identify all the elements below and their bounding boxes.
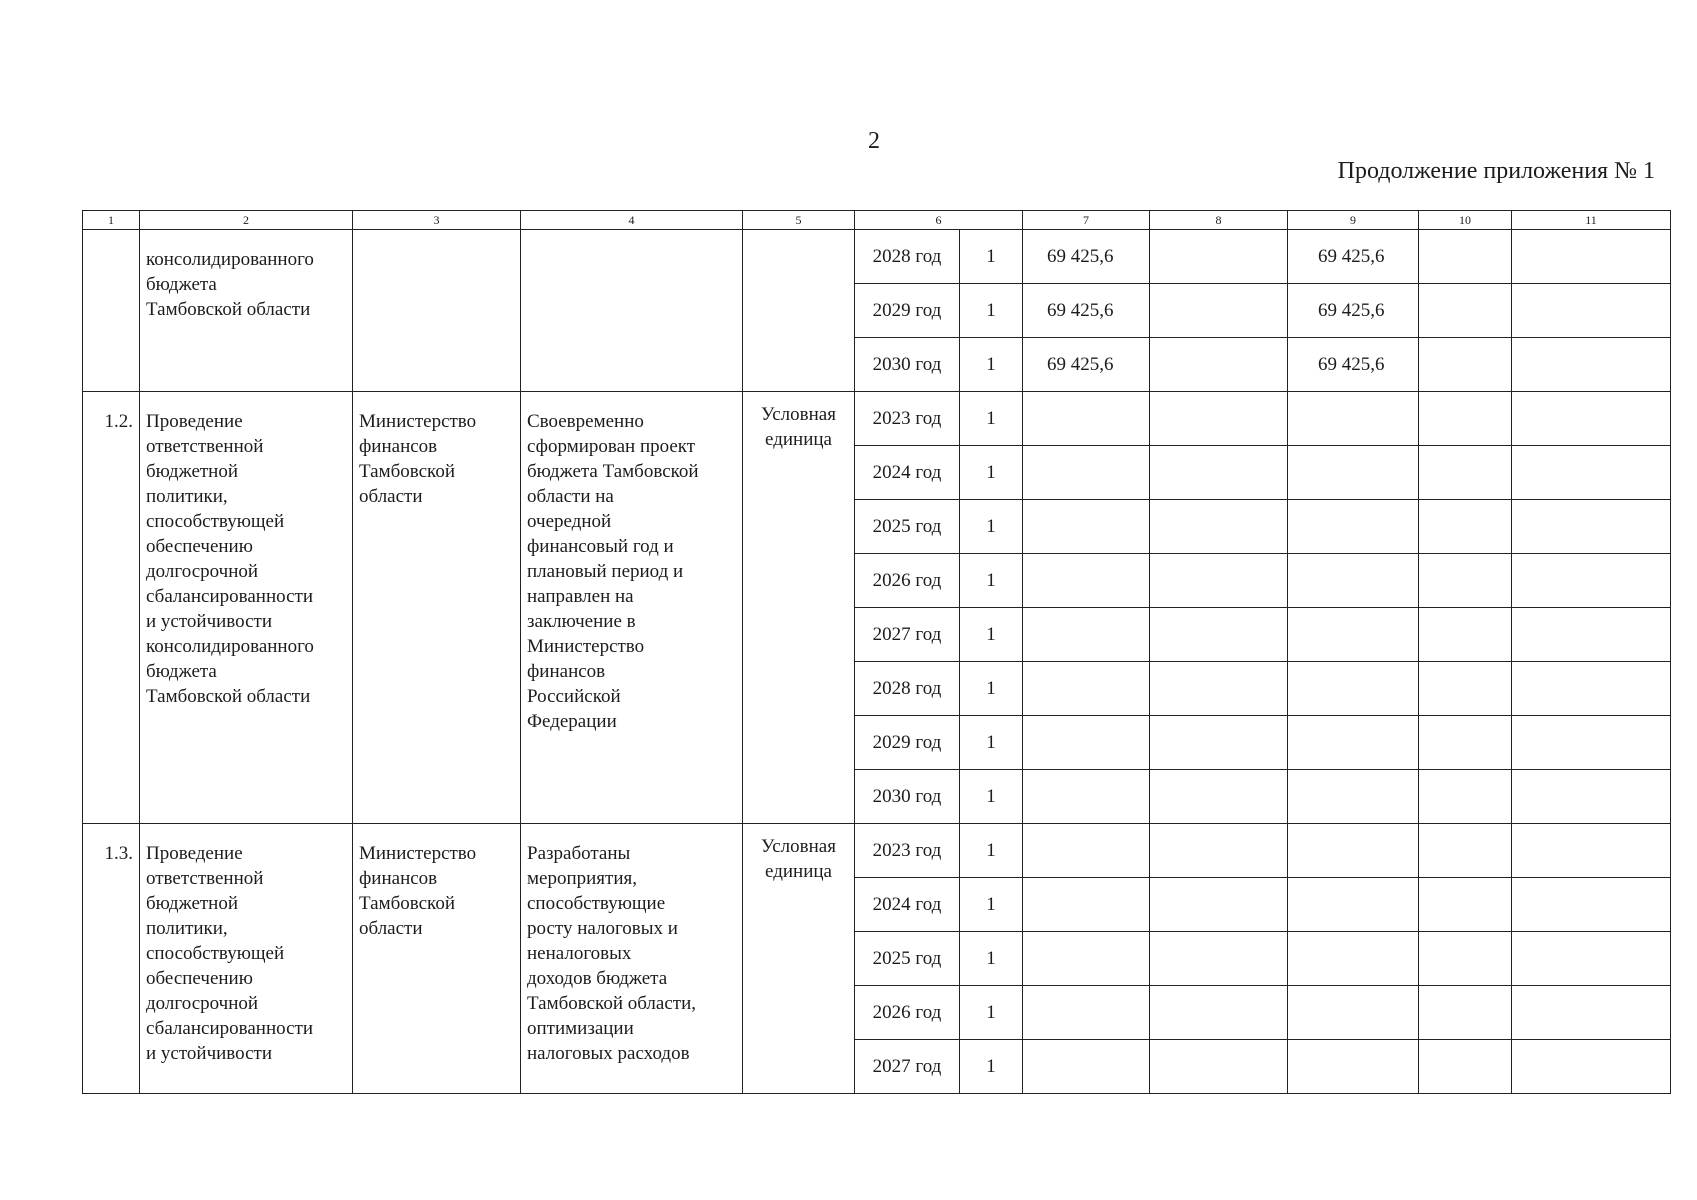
result-line: Министерство: [527, 636, 645, 657]
amount-col10: [1419, 554, 1512, 608]
amount-col7: 69 425,6: [1023, 230, 1150, 284]
amount-col11: [1512, 446, 1671, 500]
amount-col7: [1023, 932, 1150, 986]
measure-name-line: консолидированного: [146, 249, 314, 270]
measure-name-line: бюджетной: [146, 893, 239, 914]
amount-col7: [1023, 770, 1150, 824]
measure-name-line: сбалансированности: [146, 1018, 313, 1039]
amount-col7: 69 425,6: [1023, 284, 1150, 338]
year-cell: 2030 год: [855, 770, 960, 824]
unit-line: Условная: [761, 836, 836, 857]
unit-value-cell: 1: [960, 986, 1023, 1040]
result-line: бюджета Тамбовской: [527, 461, 699, 482]
table-row: [83, 392, 1671, 446]
unit-of-measure: [743, 230, 855, 392]
amount-col11: [1512, 932, 1671, 986]
amount-col8: [1150, 986, 1288, 1040]
amount-col9: [1288, 932, 1419, 986]
amount-col8: [1150, 284, 1288, 338]
amount-col8: [1150, 500, 1288, 554]
unit-line: Условная: [761, 404, 836, 425]
result-line: неналоговых: [527, 943, 632, 964]
measure-name: [140, 392, 353, 824]
column-number: 9: [1288, 211, 1419, 230]
row-number: [83, 230, 140, 392]
amount-col10: [1419, 230, 1512, 284]
unit-value-cell: 1: [960, 824, 1023, 878]
amount-col7: [1023, 608, 1150, 662]
result-line: очередной: [527, 511, 612, 532]
amount-col10: [1419, 446, 1512, 500]
measure-name-line: долгосрочной: [146, 561, 259, 582]
amount-col11: [1512, 824, 1671, 878]
measure-name-line: долгосрочной: [146, 993, 259, 1014]
amount-col8: [1150, 770, 1288, 824]
measure-name-line: ответственной: [146, 436, 264, 457]
result-line: росту налоговых и: [527, 918, 678, 939]
executor-line: области: [359, 486, 423, 507]
unit-value-cell: 1: [960, 392, 1023, 446]
amount-col10: [1419, 338, 1512, 392]
unit-value-cell: 1: [960, 932, 1023, 986]
column-number: 2: [140, 211, 353, 230]
measure-name: [140, 230, 353, 392]
amount-col10: [1419, 284, 1512, 338]
result-line: заключение в: [527, 611, 636, 632]
amount-col10: [1419, 770, 1512, 824]
column-number: 1: [83, 211, 140, 230]
amount-col7: [1023, 662, 1150, 716]
year-cell: 2028 год: [855, 662, 960, 716]
measure-name-line: политики,: [146, 486, 228, 507]
amount-col9: [1288, 392, 1419, 446]
result-line: финансов: [527, 661, 606, 682]
amount-col7: [1023, 446, 1150, 500]
amount-col11: [1512, 338, 1671, 392]
amount-col10: [1419, 662, 1512, 716]
measure-name-line: Тамбовской области: [146, 686, 311, 707]
amount-col11: [1512, 1040, 1671, 1094]
amount-col10: [1419, 392, 1512, 446]
unit-value-cell: 1: [960, 1040, 1023, 1094]
measure-name-line: бюджета: [146, 661, 217, 682]
amount-col8: [1150, 662, 1288, 716]
amount-col8: [1150, 230, 1288, 284]
table-row: [83, 824, 1671, 878]
amount-col11: [1512, 770, 1671, 824]
amount-col8: [1150, 338, 1288, 392]
page-number: 2: [868, 128, 880, 154]
measure-name-line: Проведение: [146, 843, 243, 864]
measure-name-line: и устойчивости: [146, 611, 273, 632]
continuation-heading: Продолжение приложения № 1: [1337, 158, 1655, 184]
expected-result: [521, 230, 743, 392]
amount-col9: [1288, 716, 1419, 770]
expected-result: [521, 824, 743, 1094]
responsible-executor: [353, 824, 521, 1094]
amount-col7: 69 425,6: [1023, 338, 1150, 392]
amount-col8: [1150, 824, 1288, 878]
amount-col9: [1288, 824, 1419, 878]
year-cell: 2027 год: [855, 1040, 960, 1094]
amount-col10: [1419, 716, 1512, 770]
measure-name-line: способствующей: [146, 943, 285, 964]
amount-col11: [1512, 986, 1671, 1040]
result-line: сформирован проект: [527, 436, 696, 457]
amount-col8: [1150, 878, 1288, 932]
amount-col9: 69 425,6: [1288, 284, 1419, 338]
amount-col10: [1419, 1040, 1512, 1094]
amount-col10: [1419, 608, 1512, 662]
result-line: плановый период и: [527, 561, 684, 582]
unit-value-cell: 1: [960, 554, 1023, 608]
amount-col9: 69 425,6: [1288, 338, 1419, 392]
year-cell: 2026 год: [855, 554, 960, 608]
measure-name-line: обеспечению: [146, 536, 253, 557]
unit-value-cell: 1: [960, 500, 1023, 554]
executor-line: Тамбовской: [359, 461, 455, 482]
amount-col8: [1150, 446, 1288, 500]
amount-col9: [1288, 878, 1419, 932]
result-line: Своевременно: [527, 411, 644, 432]
amount-col10: [1419, 986, 1512, 1040]
amount-col7: [1023, 824, 1150, 878]
amount-col10: [1419, 824, 1512, 878]
responsible-executor: [353, 392, 521, 824]
year-cell: 2023 год: [855, 824, 960, 878]
year-cell: 2028 год: [855, 230, 960, 284]
column-number: 11: [1512, 211, 1671, 230]
unit-value-cell: 1: [960, 878, 1023, 932]
year-cell: 2023 год: [855, 392, 960, 446]
amount-col8: [1150, 554, 1288, 608]
amount-col7: [1023, 878, 1150, 932]
expected-result: [521, 392, 743, 824]
measure-name-line: сбалансированности: [146, 586, 313, 607]
unit-of-measure: [743, 824, 855, 1094]
amount-col9: [1288, 986, 1419, 1040]
result-line: Разработаны: [527, 843, 631, 864]
amount-col11: [1512, 716, 1671, 770]
result-line: финансовый год и: [527, 536, 674, 557]
amount-col10: [1419, 500, 1512, 554]
measure-name-line: обеспечению: [146, 968, 253, 989]
amount-col7: [1023, 986, 1150, 1040]
result-line: мероприятия,: [527, 868, 637, 889]
amount-col8: [1150, 392, 1288, 446]
unit-of-measure: [743, 392, 855, 824]
column-number: 4: [521, 211, 743, 230]
executor-line: Министерство: [359, 411, 477, 432]
column-number: 10: [1419, 211, 1512, 230]
amount-col11: [1512, 284, 1671, 338]
column-number: 5: [743, 211, 855, 230]
measure-name: [140, 824, 353, 1094]
result-line: направлен на: [527, 586, 634, 607]
amount-col10: [1419, 878, 1512, 932]
result-line: доходов бюджета: [527, 968, 668, 989]
amount-col7: [1023, 392, 1150, 446]
amount-col9: [1288, 1040, 1419, 1094]
year-cell: 2030 год: [855, 338, 960, 392]
unit-value-cell: 1: [960, 338, 1023, 392]
unit-value-cell: 1: [960, 230, 1023, 284]
unit-value-cell: 1: [960, 446, 1023, 500]
amount-col10: [1419, 932, 1512, 986]
amount-col8: [1150, 932, 1288, 986]
result-line: области на: [527, 486, 614, 507]
column-number: 3: [353, 211, 521, 230]
executor-line: области: [359, 918, 423, 939]
amount-col8: [1150, 716, 1288, 770]
year-cell: 2024 год: [855, 878, 960, 932]
amount-col11: [1512, 662, 1671, 716]
year-cell: 2029 год: [855, 716, 960, 770]
row-number: 1.3.: [83, 824, 140, 1094]
appendix-table: [82, 210, 1671, 1094]
amount-col11: [1512, 392, 1671, 446]
amount-col7: [1023, 1040, 1150, 1094]
amount-col7: [1023, 554, 1150, 608]
measure-name-line: бюджетной: [146, 461, 239, 482]
amount-col9: [1288, 770, 1419, 824]
result-line: налоговых расходов: [527, 1043, 690, 1064]
unit-line: единица: [765, 861, 832, 882]
result-line: Тамбовской области,: [527, 993, 696, 1014]
executor-line: Тамбовской: [359, 893, 455, 914]
result-line: способствующие: [527, 893, 666, 914]
executor-line: финансов: [359, 868, 438, 889]
amount-col9: [1288, 446, 1419, 500]
executor-line: финансов: [359, 436, 438, 457]
year-cell: 2024 год: [855, 446, 960, 500]
measure-name-line: бюджета: [146, 274, 217, 295]
unit-value-cell: 1: [960, 608, 1023, 662]
column-number: 6: [855, 211, 1023, 230]
unit-value-cell: 1: [960, 716, 1023, 770]
responsible-executor: [353, 230, 521, 392]
unit-value-cell: 1: [960, 662, 1023, 716]
result-line: оптимизации: [527, 1018, 634, 1039]
amount-col8: [1150, 1040, 1288, 1094]
measure-name-line: Тамбовской области: [146, 299, 311, 320]
amount-col9: [1288, 500, 1419, 554]
unit-value-cell: 1: [960, 284, 1023, 338]
year-cell: 2025 год: [855, 932, 960, 986]
table-row: [83, 230, 1671, 284]
amount-col11: [1512, 554, 1671, 608]
measure-name-line: Проведение: [146, 411, 243, 432]
year-cell: 2027 год: [855, 608, 960, 662]
row-number: 1.2.: [83, 392, 140, 824]
year-cell: 2025 год: [855, 500, 960, 554]
measure-name-line: политики,: [146, 918, 228, 939]
result-line: Федерации: [527, 711, 617, 732]
unit-value-cell: 1: [960, 770, 1023, 824]
amount-col9: [1288, 608, 1419, 662]
amount-col11: [1512, 230, 1671, 284]
column-number: 7: [1023, 211, 1150, 230]
column-number-row: [83, 211, 1671, 230]
measure-name-line: консолидированного: [146, 636, 314, 657]
amount-col9: [1288, 554, 1419, 608]
year-cell: 2026 год: [855, 986, 960, 1040]
amount-col7: [1023, 500, 1150, 554]
unit-line: единица: [765, 429, 832, 450]
executor-line: Министерство: [359, 843, 477, 864]
amount-col9: [1288, 662, 1419, 716]
column-number: 8: [1150, 211, 1288, 230]
result-line: Российской: [527, 686, 621, 707]
amount-col8: [1150, 608, 1288, 662]
measure-name-line: способствующей: [146, 511, 285, 532]
amount-col11: [1512, 608, 1671, 662]
year-cell: 2029 год: [855, 284, 960, 338]
amount-col11: [1512, 878, 1671, 932]
amount-col9: 69 425,6: [1288, 230, 1419, 284]
amount-col11: [1512, 500, 1671, 554]
measure-name-line: и устойчивости: [146, 1043, 273, 1064]
measure-name-line: ответственной: [146, 868, 264, 889]
amount-col7: [1023, 716, 1150, 770]
